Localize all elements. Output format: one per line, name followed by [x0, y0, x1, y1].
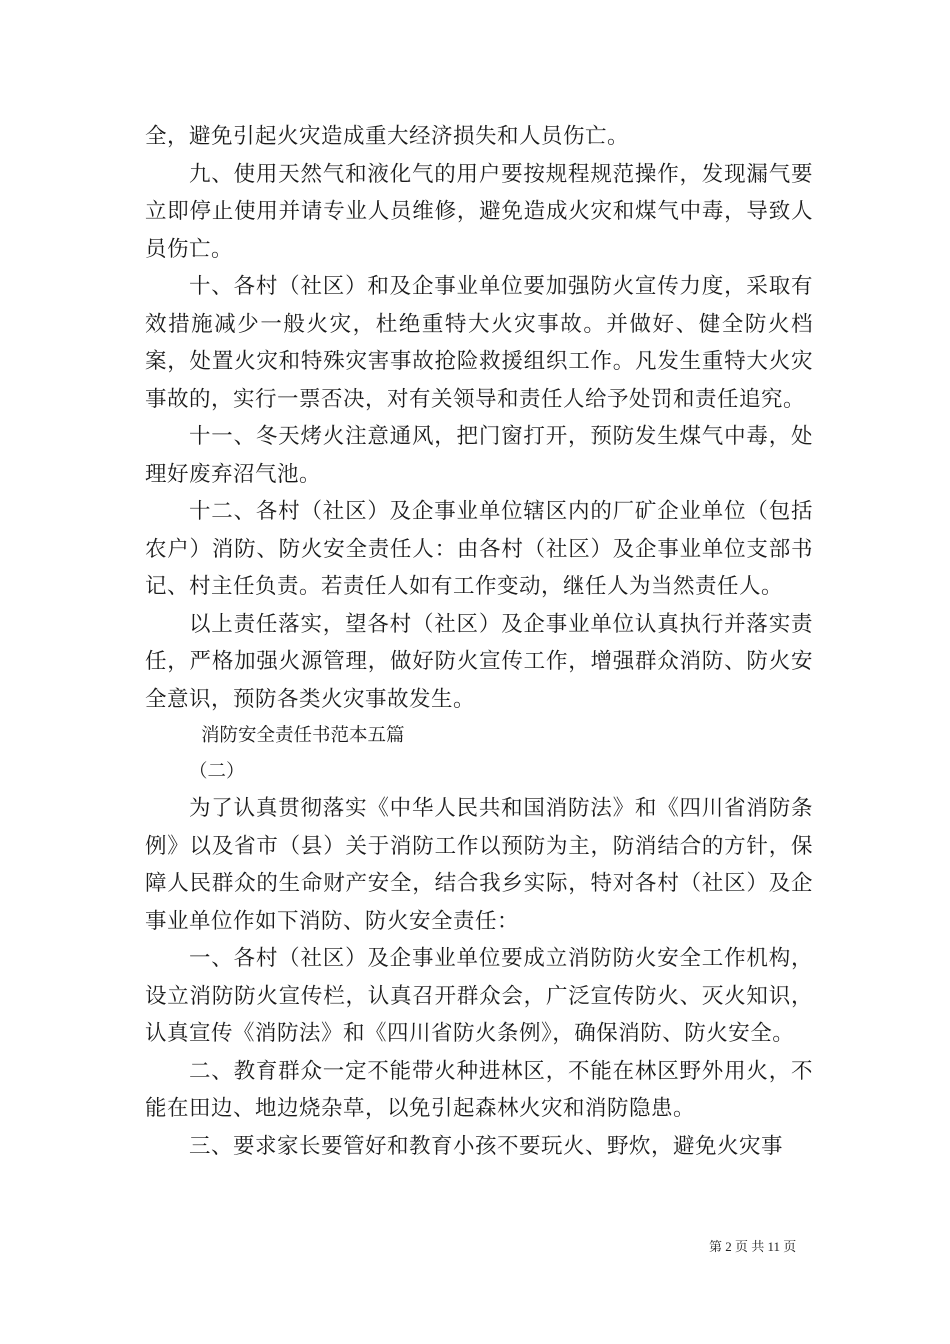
paragraph-item-10: 十、各村（社区）和及企事业单位要加强防火宣传力度，采取有效措施减少一般火灾，杜绝重特大火灾事故。并做好、健全防火档案，处置火灾和特殊灾害事故抢险救援组织工作。凡发生重特大火灾事故的，实行一票否决，对有关领导和责任人给予处罚和责任追究。: [145, 274, 813, 412]
paragraph-item-1: 一、各村（社区）及企事业单位要成立消防防火安全工作机构，设立消防防火宣传栏，认真召开群众会，广泛宣传防火、灭火知识，认真宣传《消防法》和《四川省防火条例》，确保消防、防火安全。: [145, 946, 813, 1046]
paragraph-item-12: 十二、各村（社区）及企事业单位辖区内的厂矿企业单位（包括农户）消防、防火安全责任人：由各村（社区）及企事业单位支部书记、村主任负责。若责任人如有工作变动，继任人为当然责任人。: [145, 499, 813, 599]
section-heading: 消防安全责任书范本五篇: [201, 726, 405, 746]
paragraph-item-9: 九、使用天然气和液化气的用户要按规程规范操作，发现漏气要立即停止使用并请专业人员维修，避免造成火灾和煤气中毒，导致人员伤亡。: [145, 161, 813, 262]
paragraph-intro: 为了认真贯彻落实《中华人民共和国消防法》和《四川省消防条例》以及省市（县）关于消防工作以预防为主，防消结合的方针，保障人民群众的生命财产安全，结合我乡实际，特对各村（社区）及企事业单位作如下消防、防火安全责任：: [145, 796, 813, 934]
paragraph-item-11: 十一、冬天烤火注意通风，把门窗打开，预防发生煤气中毒，处理好废弃沼气池。: [145, 424, 813, 487]
paragraph-item-3: 三、要求家长要管好和教育小孩不要玩火、野炊，避免火灾事: [189, 1133, 784, 1159]
paragraph-continuation: 全，避免引起火灾造成重大经济损失和人员伤亡。: [145, 124, 630, 149]
paragraph-item-2: 二、教育群众一定不能带火种进林区，不能在林区野外用火，不能在田边、地边烧杂草，以免引起森林火灾和消防隐患。: [145, 1058, 813, 1121]
page-number-footer: 第 2 页 共 11 页: [709, 1239, 797, 1254]
section-subheading: （二）: [189, 762, 245, 782]
paragraph-conclusion: 以上责任落实，望各村（社区）及企事业单位认真执行并落实责任，严格加强火源管理，做好防火宣传工作，增强群众消防、防火安全意识，预防各类火灾事故发生。: [145, 611, 813, 712]
document-body: [145, 118, 813, 1165]
